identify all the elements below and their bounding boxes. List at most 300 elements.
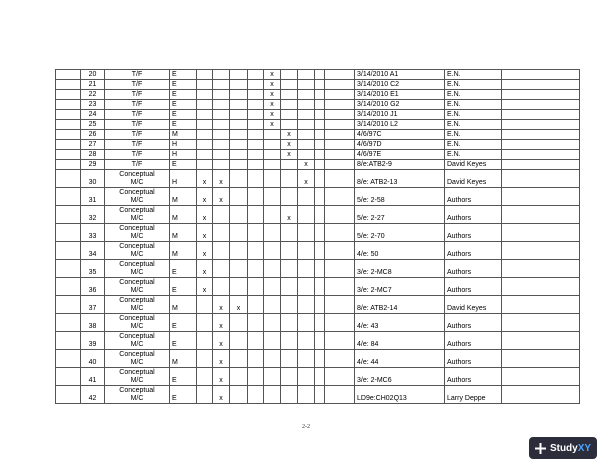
notes-cell [502, 206, 580, 224]
objective-mark [264, 332, 281, 350]
notes-cell [502, 80, 580, 90]
author: Authors [445, 224, 502, 242]
question-type-format: M/C [130, 179, 144, 186]
difficulty: M [170, 296, 197, 314]
objective-mark: x [197, 188, 213, 206]
spacer-cell [56, 90, 81, 100]
spacer-cell [56, 160, 81, 170]
source-reference: 8/e: ATB2-13 [355, 170, 445, 188]
objective-mark [197, 80, 213, 90]
table-row [56, 242, 580, 260]
blank-cell [315, 206, 325, 224]
objective-mark [281, 296, 298, 314]
difficulty: H [170, 150, 197, 160]
objective-mark [230, 70, 248, 80]
objective-mark [264, 140, 281, 150]
objective-mark [248, 140, 264, 150]
objective-mark: x [264, 70, 281, 80]
notes-cell [502, 278, 580, 296]
objective-mark [264, 368, 281, 386]
objective-mark [213, 278, 230, 296]
objective-mark [298, 130, 315, 140]
source-reference: 4/e: 43 [355, 314, 445, 332]
blank-cell [315, 386, 325, 404]
difficulty: E [170, 80, 197, 90]
objective-mark [264, 130, 281, 140]
question-type-category: Conceptual [119, 207, 155, 214]
blank-cell [325, 332, 355, 350]
source-reference: 8/e: ATB2-14 [355, 296, 445, 314]
question-number: 25 [81, 120, 105, 130]
objective-mark [281, 224, 298, 242]
table-row [56, 120, 580, 130]
spacer-cell [56, 296, 81, 314]
question-type: T/F [105, 100, 170, 110]
table-row [56, 368, 580, 386]
question-type [105, 170, 170, 188]
objective-mark [197, 120, 213, 130]
notes-cell [502, 350, 580, 368]
blank-cell [315, 70, 325, 80]
author: Authors [445, 350, 502, 368]
table-row [56, 140, 580, 150]
objective-mark: x [264, 110, 281, 120]
objective-mark [230, 160, 248, 170]
objective-mark: x [264, 120, 281, 130]
objective-mark [248, 110, 264, 120]
blank-cell [325, 188, 355, 206]
question-number: 42 [81, 386, 105, 404]
blank-cell [325, 120, 355, 130]
objective-mark [213, 130, 230, 140]
author: E.N. [445, 80, 502, 90]
objective-mark: x [213, 350, 230, 368]
source-reference: 4/e: 50 [355, 242, 445, 260]
question-table [55, 69, 580, 404]
blank-cell [315, 350, 325, 368]
spacer-cell [56, 260, 81, 278]
objective-mark [230, 140, 248, 150]
author: Authors [445, 206, 502, 224]
objective-mark [197, 350, 213, 368]
question-number: 28 [81, 150, 105, 160]
objective-mark [248, 130, 264, 140]
objective-mark [248, 332, 264, 350]
source-reference: 4/6/97E [355, 150, 445, 160]
blank-cell [325, 110, 355, 120]
objective-mark [197, 332, 213, 350]
source-reference: 4/e: 84 [355, 332, 445, 350]
question-type: T/F [105, 160, 170, 170]
objective-mark [281, 90, 298, 100]
difficulty: E [170, 160, 197, 170]
question-type-format: M/C [130, 305, 144, 312]
objective-mark [230, 368, 248, 386]
objective-mark: x [213, 332, 230, 350]
objective-mark [264, 278, 281, 296]
objective-mark [230, 260, 248, 278]
author: Authors [445, 332, 502, 350]
objective-mark [281, 386, 298, 404]
blank-cell [315, 140, 325, 150]
question-type-category: Conceptual [119, 315, 155, 322]
author: E.N. [445, 110, 502, 120]
objective-mark: x [281, 150, 298, 160]
table-row [56, 170, 580, 188]
objective-mark [281, 242, 298, 260]
question-number: 30 [81, 170, 105, 188]
question-type [105, 188, 170, 206]
spacer-cell [56, 350, 81, 368]
objective-mark [281, 278, 298, 296]
objective-mark [213, 110, 230, 120]
author: E.N. [445, 90, 502, 100]
difficulty: E [170, 278, 197, 296]
author: Authors [445, 242, 502, 260]
notes-cell [502, 314, 580, 332]
objective-mark [197, 368, 213, 386]
blank-cell [325, 90, 355, 100]
question-type: T/F [105, 140, 170, 150]
objective-mark: x [264, 90, 281, 100]
objective-mark [298, 260, 315, 278]
source-reference: 5/e: 2-27 [355, 206, 445, 224]
blank-cell [315, 224, 325, 242]
question-type [105, 278, 170, 296]
objective-mark [213, 100, 230, 110]
notes-cell [502, 130, 580, 140]
question-number: 37 [81, 296, 105, 314]
objective-mark: x [197, 260, 213, 278]
objective-mark [298, 120, 315, 130]
source-reference: 3/14/2010 L2 [355, 120, 445, 130]
objective-mark [230, 278, 248, 296]
question-number: 40 [81, 350, 105, 368]
objective-mark [264, 224, 281, 242]
objective-mark [197, 150, 213, 160]
spacer-cell [56, 130, 81, 140]
question-number: 26 [81, 130, 105, 140]
objective-mark [298, 206, 315, 224]
author: Authors [445, 278, 502, 296]
table-row [56, 296, 580, 314]
question-type-format: M/C [130, 377, 144, 384]
question-type-format: M/C [130, 251, 144, 258]
objective-mark [298, 296, 315, 314]
author: Authors [445, 260, 502, 278]
badge-text-study: Study [549, 442, 578, 454]
objective-mark [298, 80, 315, 90]
objective-mark [230, 110, 248, 120]
notes-cell [502, 110, 580, 120]
spacer-cell [56, 332, 81, 350]
objective-mark [213, 206, 230, 224]
blank-cell [315, 100, 325, 110]
difficulty: M [170, 224, 197, 242]
question-number: 33 [81, 224, 105, 242]
blank-cell [315, 110, 325, 120]
plus-icon [535, 443, 546, 454]
objective-mark [248, 80, 264, 90]
objective-mark [248, 206, 264, 224]
question-type [105, 350, 170, 368]
objective-mark: x [213, 296, 230, 314]
blank-cell [315, 160, 325, 170]
objective-mark [298, 350, 315, 368]
question-type-format: M/C [130, 395, 144, 402]
objective-mark [213, 150, 230, 160]
blank-cell [315, 150, 325, 160]
difficulty: M [170, 206, 197, 224]
table-row [56, 130, 580, 140]
objective-mark [230, 90, 248, 100]
blank-cell [315, 242, 325, 260]
spacer-cell [56, 70, 81, 80]
question-type: T/F [105, 150, 170, 160]
spacer-cell [56, 386, 81, 404]
question-number: 41 [81, 368, 105, 386]
objective-mark [281, 120, 298, 130]
blank-cell [325, 296, 355, 314]
table-row [56, 386, 580, 404]
table-row [56, 70, 580, 80]
question-type-category: Conceptual [119, 261, 155, 268]
objective-mark [213, 70, 230, 80]
badge-text [550, 443, 591, 454]
objective-mark [248, 278, 264, 296]
objective-mark [230, 120, 248, 130]
objective-mark [264, 188, 281, 206]
question-number: 29 [81, 160, 105, 170]
objective-mark [264, 170, 281, 188]
author: E.N. [445, 150, 502, 160]
objective-mark [230, 130, 248, 140]
table-row [56, 350, 580, 368]
notes-cell [502, 332, 580, 350]
author: E.N. [445, 100, 502, 110]
badge-text-xy: XY [577, 442, 592, 454]
objective-mark [281, 332, 298, 350]
objective-mark [197, 140, 213, 150]
objective-mark [248, 188, 264, 206]
table-row [56, 160, 580, 170]
question-number: 34 [81, 242, 105, 260]
question-number: 31 [81, 188, 105, 206]
table-row [56, 188, 580, 206]
objective-mark [248, 296, 264, 314]
objective-mark [197, 314, 213, 332]
question-type-format: M/C [130, 341, 144, 348]
question-type [105, 368, 170, 386]
source-reference: 3/e: 2-MC6 [355, 368, 445, 386]
blank-cell [325, 350, 355, 368]
source-reference: 8/e:ATB2-9 [355, 160, 445, 170]
objective-mark [248, 350, 264, 368]
question-type: T/F [105, 120, 170, 130]
question-type [105, 386, 170, 404]
table-row [56, 332, 580, 350]
author: E.N. [445, 140, 502, 150]
objective-mark [264, 260, 281, 278]
question-type-format: M/C [130, 323, 144, 330]
question-type-category: Conceptual [119, 333, 155, 340]
question-number: 36 [81, 278, 105, 296]
objective-mark: x [197, 170, 213, 188]
spacer-cell [56, 278, 81, 296]
objective-mark [248, 314, 264, 332]
difficulty: E [170, 120, 197, 130]
objective-mark [213, 80, 230, 90]
source-reference: 3/14/2010 C2 [355, 80, 445, 90]
blank-cell [325, 314, 355, 332]
notes-cell [502, 296, 580, 314]
blank-cell [315, 296, 325, 314]
notes-cell [502, 140, 580, 150]
difficulty: E [170, 314, 197, 332]
blank-cell [325, 70, 355, 80]
table-row [56, 150, 580, 160]
objective-mark [298, 188, 315, 206]
question-type-category: Conceptual [119, 225, 155, 232]
question-number: 39 [81, 332, 105, 350]
blank-cell [325, 386, 355, 404]
objective-mark [264, 206, 281, 224]
blank-cell [315, 260, 325, 278]
question-type [105, 242, 170, 260]
blank-cell [325, 260, 355, 278]
objective-mark [230, 242, 248, 260]
objective-mark [298, 368, 315, 386]
objective-mark [230, 386, 248, 404]
objective-mark [281, 100, 298, 110]
objective-mark: x [281, 140, 298, 150]
notes-cell [502, 100, 580, 110]
objective-mark [248, 386, 264, 404]
difficulty: H [170, 170, 197, 188]
question-number: 20 [81, 70, 105, 80]
difficulty: E [170, 70, 197, 80]
difficulty: E [170, 110, 197, 120]
objective-mark [281, 160, 298, 170]
question-number: 27 [81, 140, 105, 150]
notes-cell [502, 170, 580, 188]
spacer-cell [56, 110, 81, 120]
objective-mark [281, 170, 298, 188]
question-type-category: Conceptual [119, 297, 155, 304]
objective-mark [197, 296, 213, 314]
table-row [56, 80, 580, 90]
author: E.N. [445, 70, 502, 80]
objective-mark [248, 368, 264, 386]
objective-mark [230, 206, 248, 224]
objective-mark [298, 150, 315, 160]
question-number: 35 [81, 260, 105, 278]
objective-mark [230, 332, 248, 350]
blank-cell [315, 130, 325, 140]
source-reference: 4/6/97D [355, 140, 445, 150]
objective-mark: x [281, 130, 298, 140]
objective-mark: x [298, 170, 315, 188]
objective-mark: x [213, 170, 230, 188]
difficulty: E [170, 100, 197, 110]
blank-cell [315, 188, 325, 206]
objective-mark [298, 90, 315, 100]
question-type-category: Conceptual [119, 171, 155, 178]
objective-mark [264, 242, 281, 260]
notes-cell [502, 120, 580, 130]
blank-cell [325, 170, 355, 188]
table-row [56, 110, 580, 120]
objective-mark: x [281, 206, 298, 224]
blank-cell [315, 80, 325, 90]
objective-mark [230, 224, 248, 242]
question-type-format: M/C [130, 269, 144, 276]
objective-mark [230, 80, 248, 90]
source-reference: 3/e: 2-MC7 [355, 278, 445, 296]
objective-mark [197, 100, 213, 110]
spacer-cell [56, 100, 81, 110]
objective-mark [213, 90, 230, 100]
table-row [56, 100, 580, 110]
question-type-category: Conceptual [119, 189, 155, 196]
source-reference: 5/e: 2-58 [355, 188, 445, 206]
table-row [56, 206, 580, 224]
studyxy-badge[interactable] [529, 437, 597, 459]
objective-mark [197, 70, 213, 80]
question-type: T/F [105, 70, 170, 80]
source-reference: 4/e: 44 [355, 350, 445, 368]
author: E.N. [445, 130, 502, 140]
question-type [105, 224, 170, 242]
objective-mark [230, 314, 248, 332]
objective-mark [213, 160, 230, 170]
objective-mark [298, 332, 315, 350]
question-type [105, 296, 170, 314]
objective-mark: x [213, 314, 230, 332]
author: David Keyes [445, 296, 502, 314]
objective-mark [248, 70, 264, 80]
source-reference: 4/6/97C [355, 130, 445, 140]
objective-mark [264, 386, 281, 404]
objective-mark [230, 350, 248, 368]
author: Authors [445, 368, 502, 386]
question-type [105, 206, 170, 224]
blank-cell [325, 278, 355, 296]
notes-cell [502, 242, 580, 260]
spacer-cell [56, 368, 81, 386]
blank-cell [325, 368, 355, 386]
source-reference: LD9e:CH02Q13 [355, 386, 445, 404]
blank-cell [325, 206, 355, 224]
author: Larry Deppe [445, 386, 502, 404]
objective-mark [281, 80, 298, 90]
objective-mark [248, 100, 264, 110]
source-reference: 3/14/2010 J1 [355, 110, 445, 120]
objective-mark [298, 278, 315, 296]
author: David Keyes [445, 170, 502, 188]
objective-mark [298, 140, 315, 150]
question-type-category: Conceptual [119, 279, 155, 286]
notes-cell [502, 188, 580, 206]
notes-cell [502, 150, 580, 160]
notes-cell [502, 160, 580, 170]
objective-mark [230, 100, 248, 110]
objective-mark [197, 130, 213, 140]
question-type-format: M/C [130, 359, 144, 366]
notes-cell [502, 224, 580, 242]
objective-mark [281, 70, 298, 80]
objective-mark [248, 260, 264, 278]
